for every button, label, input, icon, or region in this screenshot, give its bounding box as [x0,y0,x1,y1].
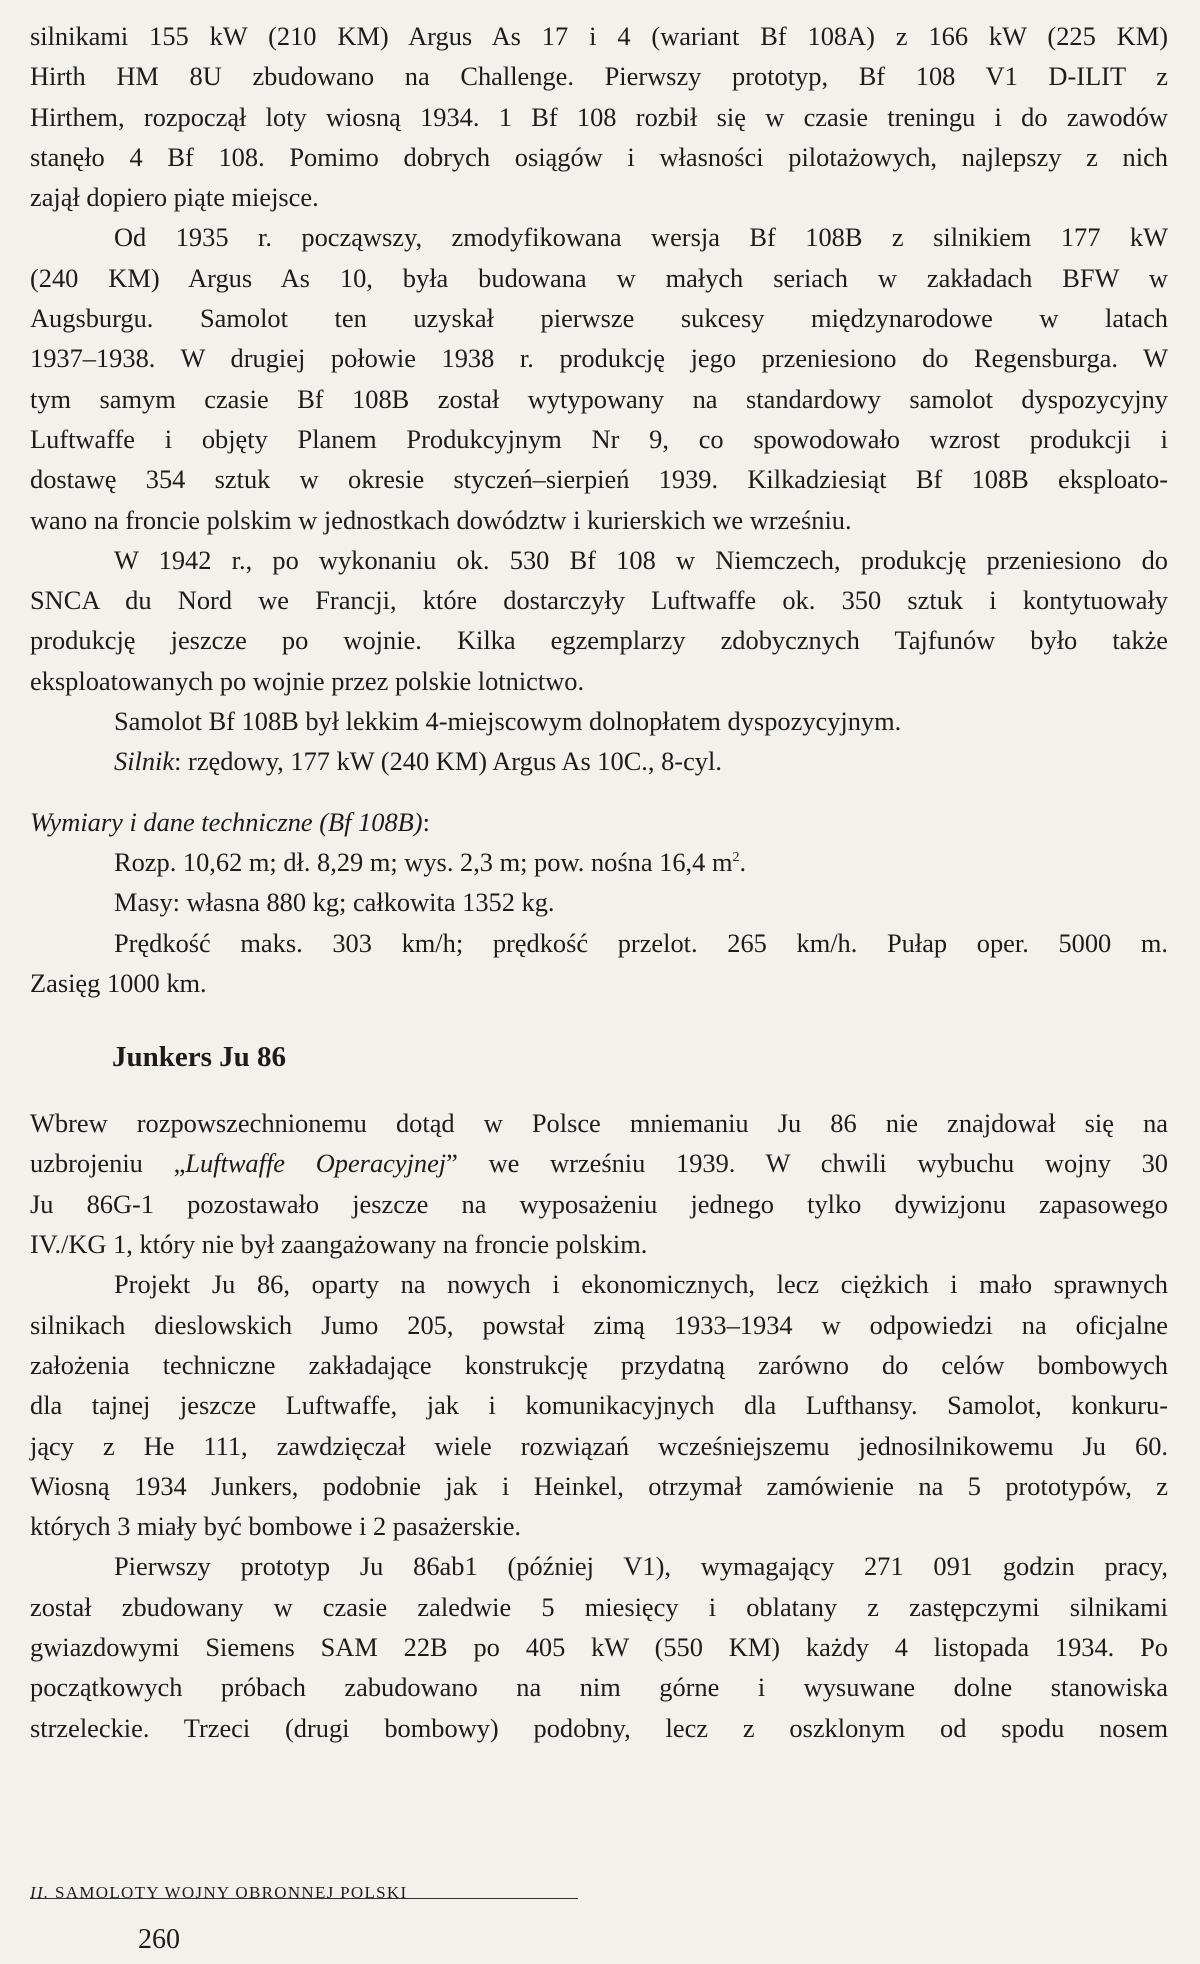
text-line: Luftwaffe i objęty Planem Produkcyjnym Nr 9, co spowodowało wzrost produkcji i [30,423,1168,454]
specs-speed: Prędkość maks. 303 km/h; prędkość przelot. 265 km/h. Pułap oper. 5000 m. [114,927,1168,958]
paragraph-bf108-intro [30,16,1168,217]
text-line: zajął dopiero piąte miejsce. [30,182,319,213]
text-line: IV./KG 1, który nie był zaangażowany na froncie polskim. [30,1229,648,1260]
text-line: (240 KM) Argus As 10, była budowana w małych seriach w zakładach BFW w [30,262,1168,293]
paragraph-ju86-intro [30,1103,1168,1264]
engine-text: : rzędowy, 177 kW (240 KM) Argus As 10C., 8-cyl. [174,746,722,777]
text-line: gwiazdowymi Siemens SAM 22B po 405 kW (550 KM) każdy 4 listopada 1934. Po [30,1631,1168,1662]
paragraph-bf108b-description: Samolot Bf 108B był lekkim 4-miejscowym dolnopłatem dyspozycyjnym. [114,706,902,737]
text-line: Pierwszy prototyp Ju 86ab1 (później V1), wymagający 271 091 godzin pracy, [114,1551,1168,1582]
text-line: tym samym czasie Bf 108B został wytypowany na standardowy samolot dyspozycyjny [30,383,1168,414]
text-line: Wbrew rozpowszechnionemu dotąd w Polsce mniemaniu Ju 86 nie znajdował się na [30,1108,1168,1139]
footer-rule [30,1898,578,1899]
text-line: stanęło 4 Bf 108. Pomimo dobrych osiągów i własności pilotażowych, najlepszy z nich [30,141,1168,172]
book-page [30,0,1168,1955]
text-line: SNCA du Nord we Francji, które dostarczyły Luftwaffe ok. 350 sztuk i kontytuowały [30,585,1168,616]
text-line: dla tajnej jeszcze Luftwaffe, jak i komunikacyjnych dla Lufthansy. Samolot, konkuru- [30,1390,1168,1421]
section-heading-junkers-ju86: Junkers Ju 86 [112,1041,287,1074]
text-line: W 1942 r., po wykonaniu ok. 530 Bf 108 w Niemczech, produkcję przeniesiono do [114,544,1168,575]
text-line: założenia techniczne zakładające konstrukcję przydatną zarówno do celów bombowych [30,1349,1168,1380]
text-line: wano na froncie polskim w jednostkach dowództw i kurierskich we wrześniu. [30,504,852,535]
text-line: silnikami 155 kW (210 KM) Argus As 17 i 4 (wariant Bf 108A) z 166 kW (225 KM) [30,21,1168,51]
paragraph-bf108b-production [30,217,1168,539]
text-line: Od 1935 r. począwszy, zmodyfikowana wersja Bf 108B z silnikiem 177 kW [114,222,1168,253]
engine-line [30,741,1168,781]
text-line: został zbudowany w czasie zaledwie 5 miesięcy i oblatany z zastępczymi silnikami [30,1591,1168,1622]
running-footer-chapter [30,1873,407,1913]
text-line: dostawę 354 sztuk w okresie styczeń–sierpień 1939. Kilkadziesiąt Bf 108B eksploato- [30,464,1168,495]
text-line: uzbrojeniu „Luftwaffe Operacyjnej” we wrześniu 1939. W chwili wybuchu wojny 30 [30,1148,1168,1179]
specs-dimensions: Rozp. 10,62 m; dł. 8,29 m; wys. 2,3 m; pow. nośna 16,4 $m^2$. [114,846,747,877]
specs-heading: Wymiary i dane techniczne (Bf 108B): [30,806,430,837]
text-line: początkowych próbach zabudowano na nim górne i wysuwane dolne stanowiska [30,1672,1168,1703]
text-line: Hirthem, rozpoczął loty wiosną 1934. 1 Bf 108 rozbił się w czasie treningu i do zawodów [30,101,1168,132]
text-line: eksploatowanych po wojnie przez polskie lotnictwo. [30,665,585,696]
text-line: produkcję jeszcze po wojnie. Kilka egzemplarzy zdobycznych Tajfunów było także [30,625,1168,656]
specs-heading-text: Wymiary i dane techniczne (Bf 108B) [30,806,423,837]
paragraph-ju86-project [30,1264,1168,1546]
text-line: Hirth HM 8U zbudowano na Challenge. Pierwszy prototyp, Bf 108 V1 D-ILIT z [30,61,1168,92]
paragraph-bf108-france [30,540,1168,701]
text-line: silnikach dieslowskich Jumo 205, powstał zimą 1933–1934 w odpowiedzi na oficjalne [30,1309,1168,1340]
text-line: jący z He 111, zawdzięczał wiele rozwiązań wcześniejszemu jednosilnikowemu Ju 60. [30,1430,1168,1461]
specs-mass: Masy: własna 880 kg; całkowita 1352 kg. [114,887,555,918]
chapter-title: SAMOLOTY WOJNY OBRONNEJ POLSKI [55,1883,408,1902]
text-line: Augsburgu. Samolot ten uzyskał pierwsze sukcesy międzynarodowe w latach [30,303,1168,334]
engine-label: Silnik [114,746,175,777]
text-line: których 3 miały być bombowe i 2 pasażerskie. [30,1511,522,1542]
specs-range: Zasięg 1000 km. [30,967,207,998]
text-line: Projekt Ju 86, oparty na nowych i ekonomicznych, lecz ciężkich i mało sprawnych [114,1269,1168,1300]
text-line: Wiosną 1934 Junkers, podobnie jak i Heinkel, otrzymał zamówienie na 5 prototypów, z [30,1470,1168,1501]
specs-block [30,802,1168,1003]
paragraph-ju86-prototype [30,1546,1168,1747]
page-number: 260 [138,1924,180,1955]
chapter-number: II. [30,1883,50,1902]
text-line: Ju 86G-1 pozostawało jeszcze na wyposażeniu jednego tylko dywizjonu zapasowego [30,1188,1168,1219]
text-line: 1937–1938. W drugiej połowie 1938 r. produkcję jego przeniesiono do Regensburga. W [30,343,1168,374]
text-line: strzeleckie. Trzeci (drugi bombowy) podobny, lecz z oszklonym od spodu nosem [30,1712,1168,1743]
